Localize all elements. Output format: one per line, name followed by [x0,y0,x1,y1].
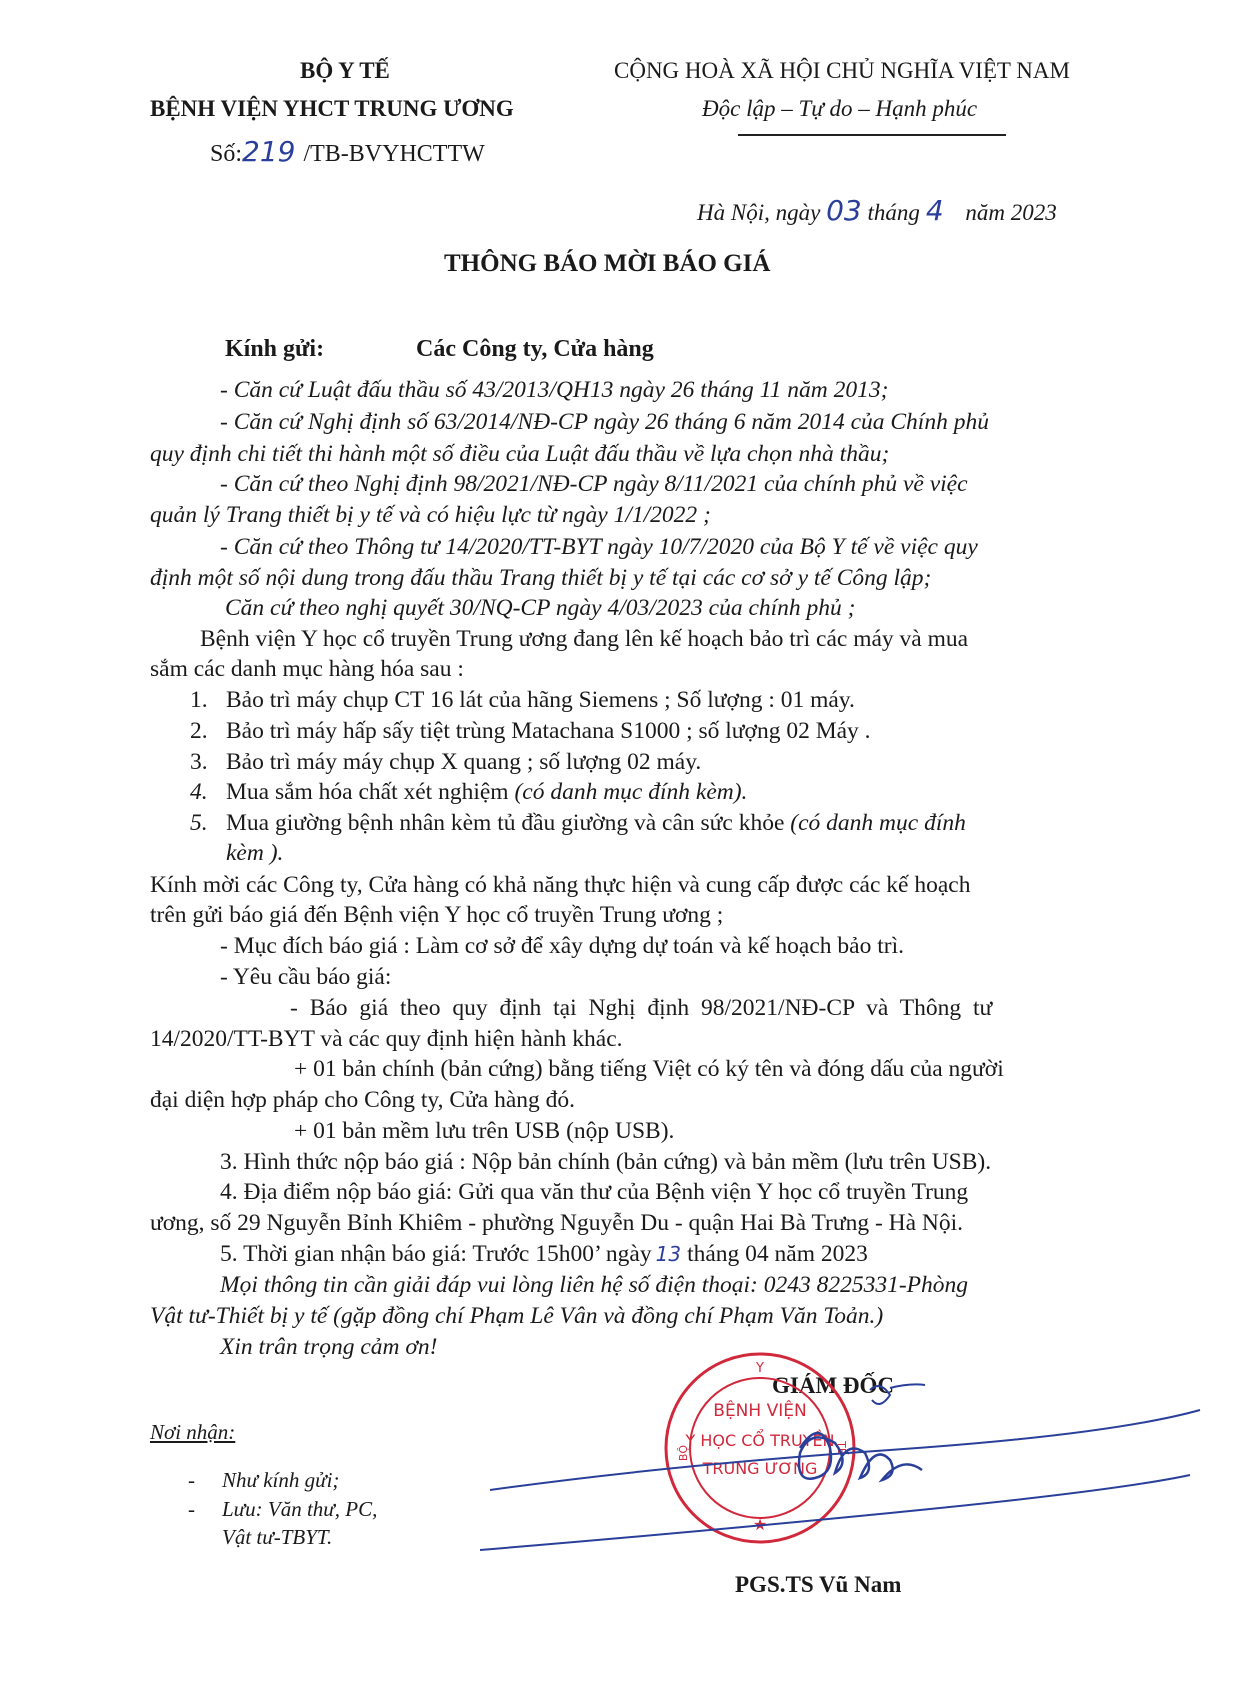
basis-line: quy định chi tiết thi hành một số điều của Luật đấu thầu về lựa chọn nhà thầu; [150,441,890,467]
number-suffix: /TB-BVYHCTTW [303,141,485,167]
intro-line: Bệnh viện Y học cổ truyền Trung ương đang lên kế hoạch bảo trì các máy và mua [200,626,969,652]
requirement-line: - Báo giá theo quy định tại Nghị định 98/2021/NĐ-CP và Thông tư [290,995,993,1021]
list-item: 2. Bảo trì máy hấp sấy tiệt trùng Matachana S1000 ; số lượng 02 Máy . [190,718,871,744]
section-line: 4. Địa điểm nộp báo giá: Gửi qua văn thư của Bệnh viện Y học cổ truyền Trung [220,1179,969,1205]
recipients-label: Nơi nhận: [150,1420,236,1444]
document-title: THÔNG BÁO MỜI BÁO GIÁ [444,250,771,277]
requirement-line: + 01 bản chính (bản cứng) bằng tiếng Việt có ký tên và đóng dấu của người [294,1056,1004,1082]
ministry-name: BỘ Y TẾ [300,58,390,83]
motto: Độc lập – Tự do – Hạnh phúc [702,96,978,121]
basis-line: định một số nội dung trong đấu thầu Trang thiết bị y tế tại các cơ sở y tế Công lập; [150,565,932,591]
date-month-handwritten: 4 [925,194,944,227]
list-item-continuation: kèm ). [226,840,284,866]
stamp-left-text: BỘ [677,1444,690,1462]
stamp-line-1: BỆNH VIỆN [713,1401,807,1421]
republic-name: CỘNG HOÀ XÃ HỘI CHỦ NGHĨA VIỆT NAM [614,58,1070,83]
requirement-line: + 01 bản mềm lưu trên USB (nộp USB). [294,1118,675,1144]
stamp-right-text: TẾ [835,1441,848,1455]
basis-line: Căn cứ theo nghị quyết 30/NQ-CP ngày 4/03/2023 của chính phủ ; [225,595,856,621]
recipients-dash: - [188,1497,195,1521]
recipients-item: Lưu: Văn thư, PC, [222,1497,378,1521]
list-item: 1. Bảo trì máy chụp CT 16 lát của hãng Siemens ; Số lượng : 01 máy. [190,687,855,713]
deadline-day-handwritten: 13 [655,1242,682,1266]
handwritten-signature [470,1370,1210,1570]
basis-line: - Căn cứ theo Thông tư 14/2020/TT-BYT ngày 10/7/2020 của Bộ Y tế về việc quy [220,534,978,560]
document-date: Hà Nội, ngày 03 tháng 4 năm 2023 [697,194,1057,227]
stamp-top-letter: Y [756,1361,764,1376]
recipients-item-cont: Vật tư-TBYT. [222,1525,333,1549]
list-item: 4. Mua sắm hóa chất xét nghiệm (có danh mục đính kèm). [190,779,748,805]
stamp-line-3: TRUNG ƯƠNG [702,1459,818,1478]
recipient-value: Các Công ty, Cửa hàng [416,336,654,362]
contact-line: Mọi thông tin cần giải đáp vui lòng liên hệ số điện thoại: 0243 8225331-Phòng [220,1272,969,1298]
basis-line: - Căn cứ Luật đấu thầu số 43/2013/QH13 ngày 26 tháng 11 năm 2013; [220,377,889,403]
list-item: 5. Mua giường bệnh nhân kèm tủ đầu giường và cân sức khỏe (có danh mục đính [190,810,966,836]
basis-line: - Căn cứ theo Nghị định 98/2021/NĐ-CP ngày 8/11/2021 của chính phủ về việc [220,471,968,497]
requirement-line: 14/2020/TT-BYT và các quy định hiện hành khác. [150,1026,623,1052]
basis-line: quản lý Trang thiết bị y tế và có hiệu lực từ ngày 1/1/2022 ; [150,502,711,528]
deadline-line: 5. Thời gian nhận báo giá: Trước 15h00’ ngày 13 tháng 04 năm 2023 [220,1241,868,1267]
stamp-line-2: Y HỌC CỔ TRUYỀN [685,1431,835,1450]
intro-line: sắm các danh mục hàng hóa sau : [150,656,464,682]
recipient-label: Kính gửi: [225,336,325,362]
purpose-line: - Mục đích báo giá : Làm cơ sở để xây dựng dự toán và kế hoạch bảo trì. [220,933,904,959]
invite-line: Kính mời các Công ty, Cửa hàng có khả năng thực hiện và cung cấp được các kế hoạch [150,872,971,898]
section-line: 3. Hình thức nộp báo giá : Nộp bản chính (bản cứng) và bản mềm (lưu trên USB). [220,1149,992,1175]
hospital-name: BỆNH VIỆN YHCT TRUNG ƯƠNG [150,96,514,121]
document-number [210,135,485,168]
invite-line: trên gửi báo giá đến Bệnh viện Y học cổ truyền Trung ương ; [150,902,724,928]
recipients-item: Như kính gửi; [222,1468,340,1492]
date-day-handwritten: 03 [826,194,862,227]
recipients-dash: - [188,1468,195,1492]
number-prefix: Số: [210,141,243,167]
number-handwritten: 219 [242,135,296,168]
signer-role: GIÁM ĐỐC [772,1373,895,1398]
section-line: ương, số 29 Nguyễn Bỉnh Khiêm - phường Nguyễn Du - quận Hai Bà Trưng - Hà Nội. [150,1210,964,1236]
requirements-label: - Yêu cầu báo giá: [220,964,392,990]
motto-underline [738,134,1006,136]
thanks-line: Xin trân trọng cảm ơn! [220,1334,438,1360]
basis-line: - Căn cứ Nghị định số 63/2014/NĐ-CP ngày 26 tháng 6 năm 2014 của Chính phủ [220,409,989,435]
requirement-line: đại diện hợp pháp cho Công ty, Cửa hàng đó. [150,1087,576,1113]
signer-name: PGS.TS Vũ Nam [735,1572,902,1597]
contact-line: Vật tư-Thiết bị y tế (gặp đồng chí Phạm Lê Vân và đồng chí Phạm Văn Toản.) [150,1303,884,1329]
star-icon: ★ [752,1515,768,1534]
list-item: 3. Bảo trì máy máy chụp X quang ; số lượng 02 máy. [190,749,702,775]
